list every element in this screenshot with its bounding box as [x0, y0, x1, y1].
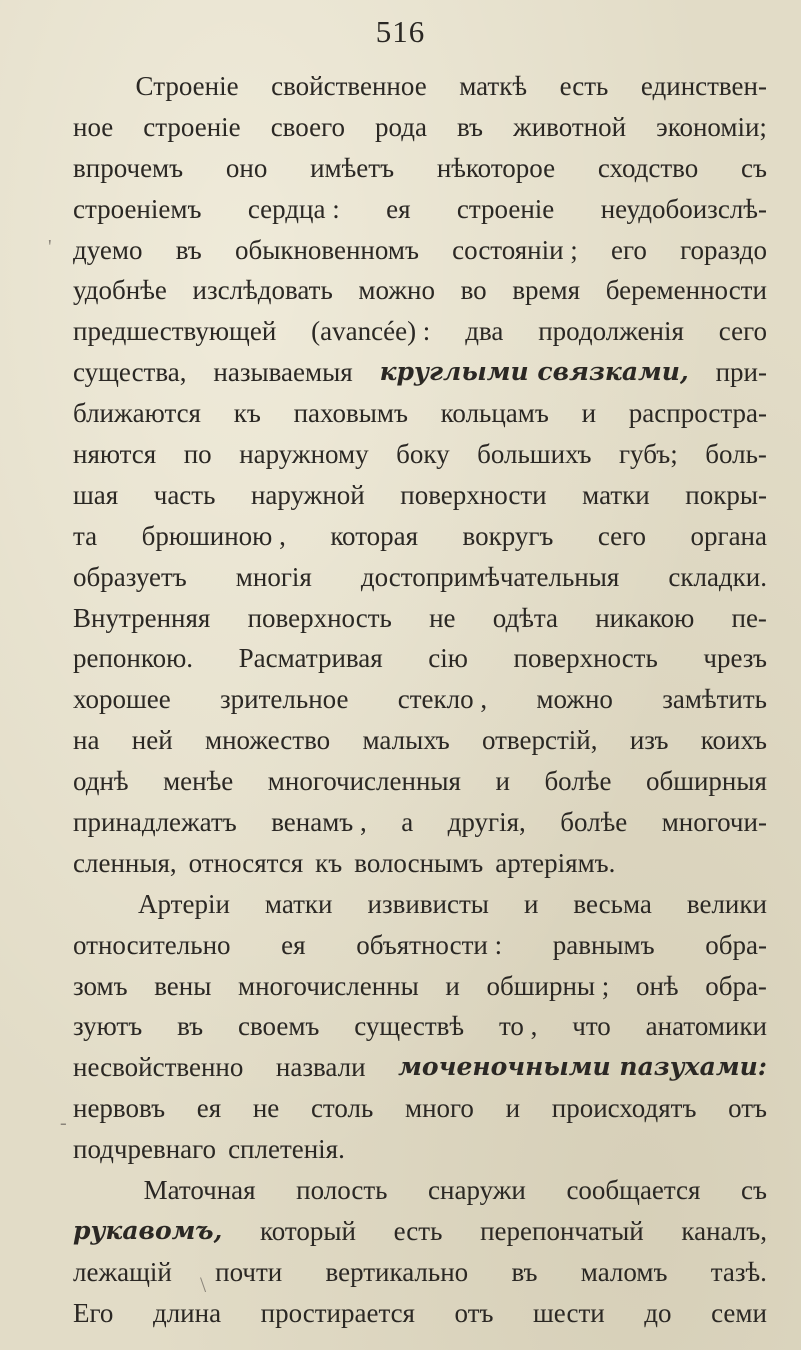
word: строеніемъ [73, 193, 202, 224]
word: подчревнаго [73, 1134, 217, 1165]
word: нервовъ [73, 1093, 166, 1124]
text-line [73, 66, 767, 107]
word: не [429, 602, 456, 633]
word: Маточная [143, 1175, 256, 1206]
word: коихъ [700, 725, 767, 756]
word: менѣе [163, 766, 234, 797]
word: въ [511, 1256, 538, 1287]
word: состояніи ; [452, 234, 578, 265]
word: объятности : [356, 929, 503, 960]
text-line [73, 434, 767, 475]
word: впрочемъ [73, 152, 184, 183]
word: шести [533, 1297, 605, 1328]
word: который [260, 1215, 356, 1246]
word: большихъ [477, 439, 592, 470]
word: многія [235, 561, 312, 592]
word: относятся [188, 847, 304, 878]
word: Внутренняя [73, 602, 211, 633]
text-line [73, 1129, 767, 1170]
word: вертикально [325, 1256, 469, 1287]
word: обра- [705, 970, 767, 1001]
word: и [581, 398, 597, 429]
word: съ [741, 152, 767, 183]
text-line [73, 925, 767, 966]
word: имѣетъ [310, 152, 395, 183]
word: лежащій [73, 1256, 172, 1287]
word: существа, [73, 357, 187, 388]
text-line [73, 598, 767, 639]
text-line [73, 966, 767, 1007]
word: Расматривая [238, 643, 383, 674]
italic-term: круглыми связками, [379, 357, 689, 387]
word: вокругъ [462, 520, 554, 551]
word: замѣтить [662, 684, 767, 715]
word: сплетенія. [228, 1134, 345, 1165]
word: свойственное [271, 71, 427, 101]
word: та [73, 520, 98, 551]
word: сего [718, 316, 767, 347]
word: назвали [275, 1052, 366, 1083]
word: нѣкоторое [436, 152, 556, 183]
word: губъ; [618, 439, 678, 470]
word: принадлежатъ [73, 807, 237, 838]
word: образуетъ [73, 561, 187, 592]
text-line [73, 189, 767, 230]
word: поверхности [400, 479, 547, 510]
italic-term: моченочными пазухами: [398, 1052, 767, 1082]
word: много [405, 1093, 474, 1124]
word: два [465, 316, 504, 347]
word: его [611, 234, 647, 265]
word: длина [152, 1297, 222, 1328]
word: и [445, 970, 460, 1001]
word: органа [690, 520, 767, 551]
word: сію [428, 643, 468, 674]
word: шая [73, 479, 119, 510]
word: распростра- [628, 398, 767, 429]
word: отъ [454, 1297, 494, 1328]
word: поверхность [513, 643, 658, 674]
word: и [523, 888, 539, 919]
word: обширны ; [486, 970, 610, 1001]
page-number: 516 [375, 14, 426, 49]
text-line [73, 352, 767, 393]
word: столь [310, 1093, 374, 1124]
text-line [73, 311, 767, 352]
word: пе- [731, 602, 767, 633]
word: къ [315, 847, 343, 878]
word: называемыя [213, 357, 353, 388]
word: удобнѣе [73, 275, 167, 306]
word: покры- [685, 479, 767, 510]
word: есть [393, 1215, 443, 1246]
text-line [73, 475, 767, 516]
word: отъ [728, 1093, 767, 1124]
word: ея [386, 193, 411, 224]
word: Его [73, 1297, 114, 1328]
word: другія, [447, 807, 526, 838]
word: можно [358, 275, 435, 306]
word: равнымъ [552, 929, 655, 960]
text-line [73, 761, 767, 802]
word: изслѣдовать [192, 275, 333, 306]
word: извивисты [367, 888, 489, 919]
margin-mark: ' [48, 236, 52, 258]
word: строеніе [143, 111, 241, 142]
word: наружной [250, 479, 365, 510]
word: въ [175, 234, 202, 265]
word: предшествующей [73, 316, 277, 347]
word: чрезъ [703, 643, 767, 674]
word: до [644, 1297, 672, 1328]
word: маломъ [580, 1256, 668, 1287]
word: сходство [597, 152, 699, 183]
body-text [73, 66, 767, 1334]
word: своемъ [237, 1011, 320, 1042]
text-line [73, 1252, 767, 1293]
margin-mark: - [60, 1112, 67, 1134]
word: зомъ [73, 970, 128, 1001]
word: къ [233, 398, 261, 429]
word: волоснымъ [354, 847, 484, 878]
word: полость [296, 1175, 388, 1206]
word: кольцамъ [440, 398, 549, 429]
word: простирается [260, 1297, 415, 1328]
word: репонкою. [73, 643, 194, 674]
word: няются [73, 439, 157, 470]
word: не [252, 1093, 280, 1124]
word: вены [154, 970, 212, 1001]
word: что [572, 1011, 611, 1042]
text-line [73, 884, 767, 925]
word: весьма [573, 888, 652, 919]
word: однѣ [73, 766, 129, 797]
word: множество [204, 725, 331, 756]
word: матки [582, 479, 650, 510]
word: обра- [705, 929, 767, 960]
text-line [73, 148, 767, 189]
text-line [73, 1293, 767, 1334]
text-line [73, 1088, 767, 1129]
paragraph-indent [73, 884, 103, 925]
text-line [73, 107, 767, 148]
word: никакою [595, 602, 695, 633]
word: поверхность [247, 602, 392, 633]
word: перепончатый [480, 1215, 644, 1246]
word: и [505, 1093, 521, 1124]
word: боку [396, 439, 450, 470]
word: животной [513, 111, 627, 142]
word: ближаются [73, 398, 201, 429]
word: относительно [73, 929, 231, 960]
text-line [73, 638, 767, 679]
word: маткѣ [459, 71, 528, 101]
word: продолженія [538, 316, 684, 347]
word: боль- [705, 439, 767, 470]
word: гораздо [680, 234, 767, 265]
word: паховымъ [293, 398, 408, 429]
word: сленныя, [73, 847, 177, 878]
word: изъ [629, 725, 669, 756]
word: есть [559, 71, 609, 101]
word: болѣе [560, 807, 628, 838]
word: ней [131, 725, 173, 756]
word: дуемо [73, 234, 143, 265]
word: часть [153, 479, 216, 510]
word: болѣе [544, 766, 612, 797]
text-line [73, 1170, 767, 1211]
word: многочисленны [238, 970, 419, 1001]
word: почти [215, 1256, 283, 1287]
word: обыкновенномъ [234, 234, 419, 265]
word: Артеріи [138, 888, 230, 919]
word: сего [597, 520, 647, 551]
text-line [73, 1211, 767, 1252]
word: семи [711, 1297, 767, 1328]
word: оно [225, 152, 268, 183]
word: многочисленныя [267, 766, 461, 797]
word: и [495, 766, 510, 797]
word: хорошее [73, 684, 171, 715]
word: онѣ [635, 970, 679, 1001]
word: зуютъ [73, 1011, 143, 1042]
word: по [183, 439, 212, 470]
text-line [73, 557, 767, 598]
text-line [73, 1006, 767, 1047]
word: происходятъ [551, 1093, 697, 1124]
word: снаружи [428, 1175, 526, 1206]
word: въ [177, 1011, 204, 1042]
text-line [73, 679, 767, 720]
word: складки. [668, 561, 767, 592]
word: ея [281, 929, 306, 960]
word: неудобоизслѣ- [600, 193, 767, 224]
word: артеріямъ. [495, 847, 616, 878]
word: строеніе [456, 193, 555, 224]
word: многочи- [661, 807, 767, 838]
text-line [73, 230, 767, 271]
word: тазѣ. [710, 1256, 767, 1287]
margin-mark: \ [200, 1272, 207, 1297]
word: брюшиною , [141, 520, 286, 551]
word: сердца : [247, 193, 340, 224]
paragraph-indent [73, 1170, 103, 1211]
word: венамъ , [271, 807, 367, 838]
word: стекло , [397, 684, 488, 715]
word: Строеніе [135, 71, 239, 101]
word: существѣ [354, 1011, 465, 1042]
word: наружному [239, 439, 369, 470]
text-line [73, 516, 767, 557]
text-line [73, 843, 767, 884]
text-line [73, 720, 767, 761]
word: достопримѣчательныя [360, 561, 620, 592]
word: въ [456, 111, 484, 142]
word: съ [741, 1175, 767, 1206]
word: сообщается [566, 1175, 701, 1206]
word: ное [73, 111, 114, 142]
word: несвойственно [73, 1052, 244, 1083]
word: время [512, 275, 581, 306]
word: то , [498, 1011, 538, 1042]
word: беременности [605, 275, 767, 306]
word: малыхъ [362, 725, 450, 756]
word: обширныя [645, 766, 767, 797]
word: во [460, 275, 487, 306]
italic-term: рукавомъ, [73, 1215, 223, 1245]
text-line [73, 802, 767, 843]
text-line [73, 270, 767, 311]
word: при- [715, 357, 767, 388]
word: велики [686, 888, 767, 919]
paragraph-indent [73, 66, 103, 107]
word: рода [375, 111, 427, 142]
word: можно [536, 684, 613, 715]
word: отверстій, [481, 725, 598, 756]
word: каналъ, [681, 1215, 767, 1246]
word: (avancée) : [311, 316, 431, 347]
text-line [73, 1047, 767, 1088]
word: матки [264, 888, 333, 919]
word: ея [196, 1093, 222, 1124]
word: а [401, 807, 414, 838]
text-line [73, 393, 767, 434]
word: анатомики [645, 1011, 767, 1042]
word: одѣта [492, 602, 558, 633]
word: единствен- [640, 71, 767, 101]
word: экономіи; [656, 111, 767, 142]
word: на [73, 725, 100, 756]
word: зрительное [220, 684, 349, 715]
word: которая [330, 520, 419, 551]
word: своего [270, 111, 345, 142]
